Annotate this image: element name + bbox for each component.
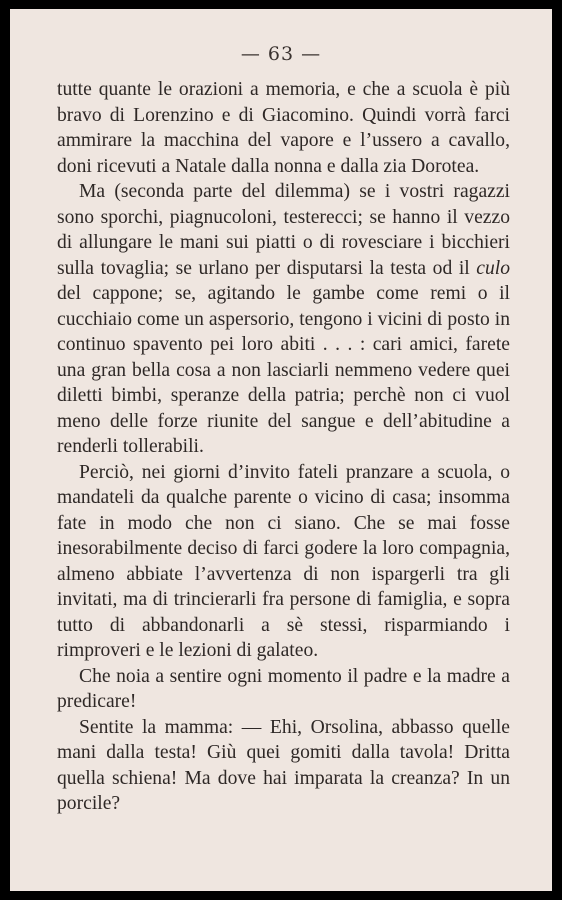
paragraph-2-text-a: Ma (seconda parte del dilemma) se i vostri ragazzi sono sporchi, piagnucoloni, testerecci; se hanno il vezzo di allungare le mani sui piatti o di rovesciare i bicchieri sulla tovaglia; se urlano per disputarsi la testa od il <box>57 181 510 279</box>
paragraph-4: Che noia a sentire ogni momento il padre e la madre a predicare! <box>57 665 510 712</box>
paragraph-1: tutte quante le orazioni a memoria, e che a scuola è più bravo di Lorenzino e di Giacomino. Quindi vorrà farci ammirare la macchina del vapore e l’ussero a cavallo, doni ricevuti a Natale dalla nonna e dalla zia Dorotea. <box>57 79 510 177</box>
paragraph-2-text-b: del cappone; se, agitando le gambe come remi o il cucchiaio come un aspersorio, tengono i vicini di posto in continuo spavento pei loro abiti . . . : cari amici, farete una gran bella cosa a non lasciarli nemmeno vedere quei diletti bimbi, speranze della patria; perchè non ci vuol meno delle forze riunite del sangue e dell’abitudine a renderli tollerabili. <box>57 283 510 457</box>
paragraph-2 <box>57 179 510 460</box>
paragraph-5: Sentite la mamma: — Ehi, Orsolina, abbasso quelle mani dalla testa! Giù quei gomiti dalla tavola! Dritta quella schiena! Ma dove hai imparata la creanza? In un porcile? <box>57 716 510 814</box>
page-number: — 63 — <box>240 43 322 65</box>
page-body <box>57 77 510 817</box>
book-page <box>10 9 552 891</box>
paragraph-3: Perciò, nei giorni d’invito fateli pranzare a scuola, o mandateli da qualche parente o vicino di casa; insomma fate in modo che non ci siano. Che se mai fosse inesorabilmente deciso di farci godere la loro compagnia, almeno abbiate l’avvertenza di non ispargerli tra gli invitati, ma di trincierarli fra persone di famiglia, e sopra tutto di abbandonarli a sè stessi, risparmiando i rimproveri e le lezioni di galateo. <box>57 461 510 661</box>
italic-word: culo <box>476 257 510 279</box>
